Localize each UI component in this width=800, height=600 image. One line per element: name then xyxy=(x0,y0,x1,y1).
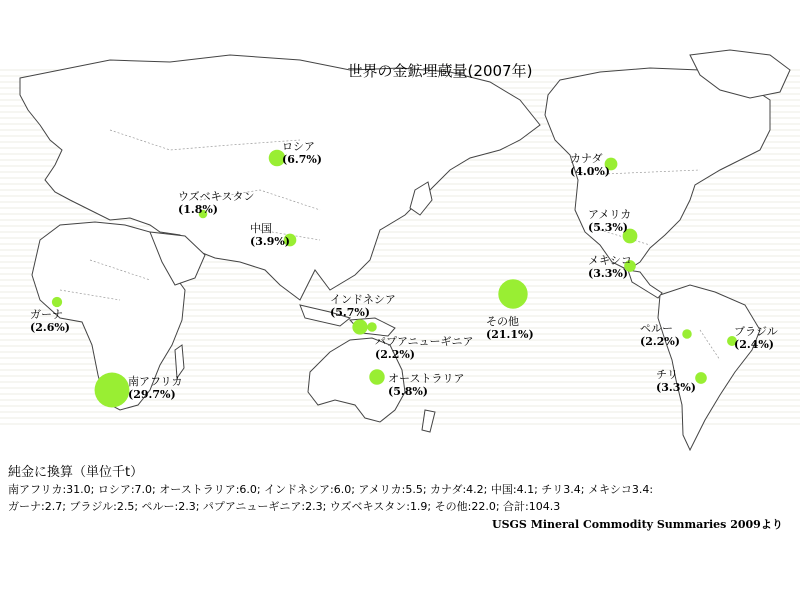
share-percent: (21.1%) xyxy=(486,328,534,341)
share-percent: (4.0%) xyxy=(570,165,610,178)
gold-marker xyxy=(498,279,527,308)
marker-label xyxy=(588,254,632,280)
source-credit: USGS Mineral Commodity Summaries 2009より xyxy=(492,518,783,531)
legend-heading: 純金に換算（単位千t） xyxy=(8,465,144,480)
country-name: パプアニューギニア xyxy=(375,335,474,348)
share-percent: (3.9%) xyxy=(250,235,290,248)
marker-label xyxy=(30,308,70,334)
share-percent: (29.7%) xyxy=(128,388,176,401)
country-name: ペルー xyxy=(640,322,673,335)
country-name: アメリカ xyxy=(588,208,632,221)
gold-marker xyxy=(52,297,62,307)
legend-line-2: ガーナ:2.7; ブラジル:2.5; ペルー:2.3; パプアニューギニア:2.3; ウズベキスタン:1.9; その他:22.0; 合計:104.3 xyxy=(8,500,561,513)
marker-label xyxy=(588,208,631,234)
share-percent: (6.7%) xyxy=(282,153,322,166)
country-name: ウズベキスタン xyxy=(178,190,255,203)
map-title: 世界の金鉱埋蔵量(2007年) xyxy=(347,62,533,80)
gold-marker xyxy=(369,369,384,384)
marker-label xyxy=(570,152,610,178)
gold-marker xyxy=(682,329,691,338)
country-name: ブラジル xyxy=(734,325,778,338)
marker-label xyxy=(486,315,534,341)
marker-label xyxy=(388,372,464,398)
landmass-new-zealand xyxy=(422,410,435,432)
share-percent: (2.2%) xyxy=(375,348,415,361)
country-name: インドネシア xyxy=(330,293,396,306)
gold-marker xyxy=(367,322,376,331)
country-name: 中国 xyxy=(250,222,272,235)
gold-marker xyxy=(695,372,707,384)
landmass-madagascar xyxy=(175,345,184,378)
share-percent: (1.8%) xyxy=(178,203,218,216)
share-percent: (2.6%) xyxy=(30,321,70,334)
share-percent: (2.2%) xyxy=(640,335,680,348)
country-name: チリ xyxy=(656,368,678,381)
country-name: メキシコ xyxy=(588,254,632,267)
share-percent: (5.3%) xyxy=(588,221,628,234)
share-percent: (3.3%) xyxy=(656,381,696,394)
share-percent: (5.7%) xyxy=(330,306,370,319)
country-name: その他 xyxy=(486,315,519,328)
country-name: ガーナ xyxy=(30,308,63,321)
marker-label xyxy=(128,375,182,401)
marker-label xyxy=(656,368,696,394)
marker-label xyxy=(375,335,473,361)
country-name: カナダ xyxy=(570,152,603,165)
share-percent: (3.3%) xyxy=(588,267,628,280)
share-percent: (5.8%) xyxy=(388,385,428,398)
country-name: ロシア xyxy=(282,140,315,153)
country-name: 南アフリカ xyxy=(128,375,183,388)
country-name: オーストラリア xyxy=(388,372,465,385)
legend-line-1: 南アフリカ:31.0; ロシア:7.0; オーストラリア:6.0; インドネシア:6.0; アメリカ:5.5; カナダ:4.2; 中国:4.1; チリ3.4; メキシコ3.4: xyxy=(8,483,654,496)
marker-label xyxy=(640,322,680,348)
marker-label xyxy=(282,140,322,166)
share-percent: (2.4%) xyxy=(734,338,774,351)
marker-label xyxy=(734,325,778,351)
marker-label xyxy=(330,293,396,319)
marker-label xyxy=(250,222,290,248)
gold-marker xyxy=(352,319,367,334)
gold-marker xyxy=(95,373,130,408)
legend-note xyxy=(8,464,788,515)
marker-label xyxy=(178,190,254,216)
